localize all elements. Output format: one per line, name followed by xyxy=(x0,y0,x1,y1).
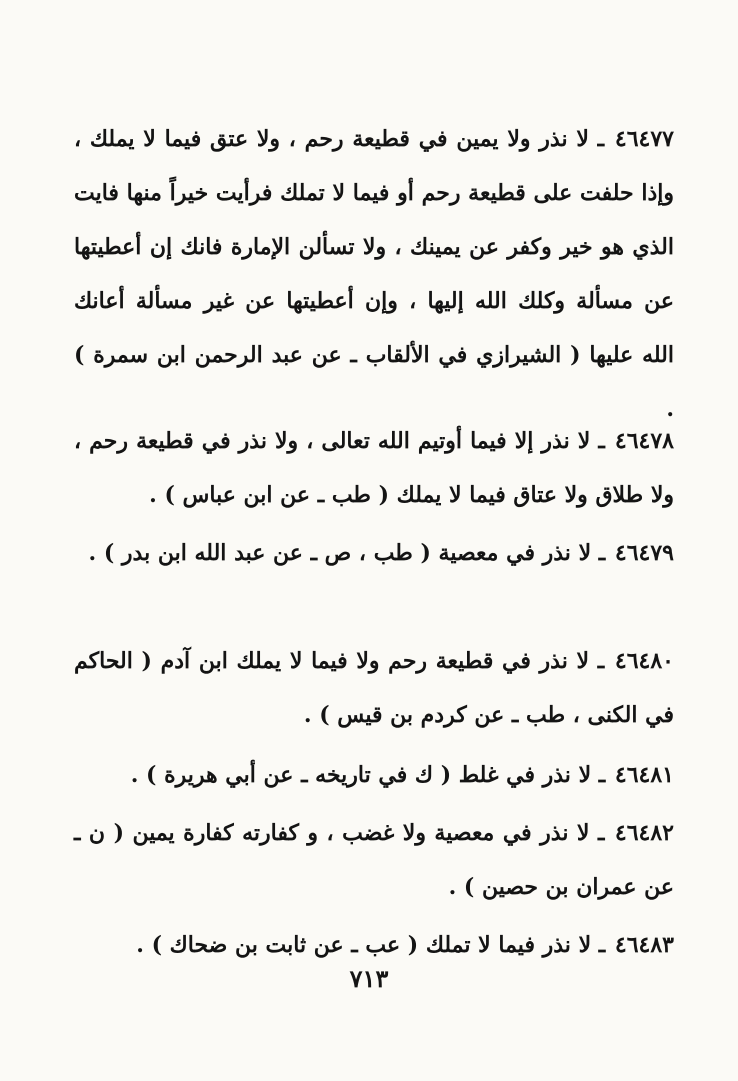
entry-number: ٤٦٤٨٢ xyxy=(614,820,674,846)
entry-text: ـ لا نذر في قطيعة رحم ولا فيما لا يملك ابن آدم ( الحاكم في الكنى ، طب ـ عن كردم بن قيس ) . xyxy=(74,648,674,728)
entry-text: ـ لا نذر في معصية ولا غضب ، و كفارته كفارة يمين ( ن ـ عن عمران بن حصين ) . xyxy=(74,820,674,900)
entry-number: ٤٦٤٧٧ xyxy=(614,126,674,152)
entry-text: ـ لا نذر في معصية ( طب ، ص ـ عن عبد الله ابن بدر ) . xyxy=(88,540,606,566)
hadith-entry xyxy=(74,634,674,742)
entry-number: ٤٦٤٨٠ xyxy=(614,648,674,674)
hadith-entry xyxy=(74,806,674,914)
entry-text: ـ لا نذر في غلط ( ك في تاريخه ـ عن أبي هريرة ) . xyxy=(130,762,606,788)
hadith-entry xyxy=(74,112,674,436)
hadith-entry xyxy=(74,414,674,522)
entry-text: ـ لا نذر فيما لا تملك ( عب ـ عن ثابت بن ضحاك ) . xyxy=(136,932,606,958)
entry-number: ٤٦٤٧٨ xyxy=(614,428,674,454)
page-number: ٧١٣ xyxy=(349,964,389,993)
entry-number: ٤٦٤٧٩ xyxy=(614,540,674,566)
entry-text: ـ لا نذر ولا يمين في قطيعة رحم ، ولا عتق فيما لا يملك ، وإذا حلفت على قطيعة رحم أو فيما لا تملك فرأيت خيراً منها فايت الذي هو خير وكفر عن يمينك ، ولا تسألن الإمارة فانك إن أعطيتها عن مسألة وكلك الله إليها ، وإن أعطيتها عن غير مسألة أعانك الله عليها ( الشيرازي في الألقاب ـ عن عبد الرحمن ابن سمرة ) . xyxy=(74,126,674,422)
entry-number: ٤٦٤٨٣ xyxy=(614,932,674,958)
hadith-entry xyxy=(74,748,674,802)
hadith-entry xyxy=(74,526,674,580)
entry-number: ٤٦٤٨١ xyxy=(614,762,674,788)
entry-text: ـ لا نذر إلا فيما أوتيم الله تعالى ، ولا نذر في قطيعة رحم ، ولا طلاق ولا عتاق فيما لا يملك ( طب ـ عن ابن عباس ) . xyxy=(74,428,674,508)
